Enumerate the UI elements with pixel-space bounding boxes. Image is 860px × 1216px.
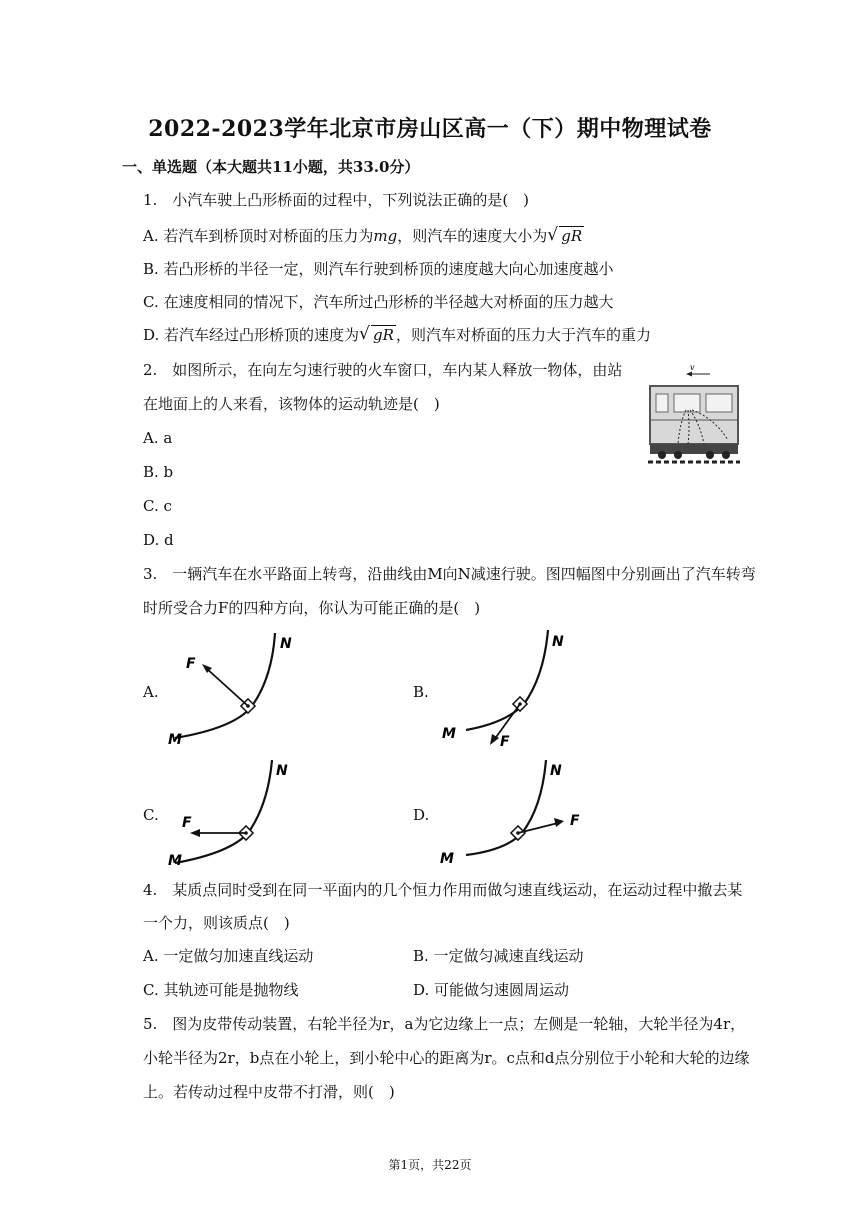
- svg-text:N: N: [552, 634, 564, 650]
- q1-option-a: [143, 226, 584, 246]
- q1-option-b: B. 若凸形桥的半径一定，则汽车行驶到桥顶的速度越大向心加速度越小: [143, 260, 614, 278]
- q3-stem-line1: 3. 一辆汽车在水平路面上转弯，沿曲线由M向N减速行驶。图四幅图中分别画出了汽车转弯: [143, 565, 756, 583]
- svg-text:M: M: [442, 726, 456, 742]
- q5-stem-line2: 小轮半径为2r，b点在小轮上，到小轮中心的距离为r。c点和d点分别位于小轮和大轮的边缘: [143, 1049, 750, 1067]
- q5-stem-line3: 上。若传动过程中皮带不打滑，则( ): [143, 1083, 395, 1101]
- q1-a-text2: ，则汽车的速度大小为: [397, 227, 548, 245]
- q2-option-a: A. a: [143, 429, 173, 447]
- svg-text:F: F: [570, 813, 580, 829]
- q2-option-d: D. d: [143, 531, 174, 549]
- svg-text:M: M: [168, 853, 182, 869]
- q1-d-text: D. 若汽车经过凸形桥顶的速度为: [143, 326, 360, 344]
- svg-text:F: F: [186, 656, 196, 672]
- q3-label-c: C.: [143, 806, 159, 824]
- q4-option-d: D. 可能做匀速圆周运动: [413, 981, 570, 999]
- q2-stem-line1: 2. 如图所示，在向左匀速行驶的火车窗口，车内某人释放一物体，由站: [143, 361, 623, 379]
- train-figure: [648, 360, 740, 470]
- q1-d-sqrt: √ gR: [359, 325, 396, 345]
- q4-option-b: B. 一定做匀减速直线运动: [413, 947, 584, 965]
- page-footer: 第1页，共22页: [388, 1158, 472, 1172]
- q3-stem-line2: 时所受合力F的四种方向，你认为可能正确的是( ): [143, 599, 481, 617]
- q2-option-c: C. c: [143, 497, 172, 515]
- q3-figure-a: [160, 628, 310, 748]
- q1-stem: 1. 小汽车驶上凸形桥面的过程中，下列说法正确的是( ): [143, 191, 530, 209]
- q3-label-a: A.: [143, 683, 159, 701]
- svg-text:F: F: [500, 734, 510, 748]
- svg-text:N: N: [550, 763, 562, 779]
- q2-option-b: B. b: [143, 463, 174, 481]
- svg-text:N: N: [280, 636, 292, 652]
- svg-text:F: F: [182, 815, 192, 831]
- q4-option-c: C. 其轨迹可能是抛物线: [143, 981, 299, 999]
- q5-stem-line1: 5. 图为皮带传动装置，右轮半径为r，a为它边缘上一点；左侧是一轮轴，大轮半径为4r，: [143, 1015, 746, 1033]
- svg-text:M: M: [168, 732, 182, 748]
- svg-text:M: M: [440, 851, 454, 867]
- q1-d-text2: ，则汽车对桥面的压力大于汽车的重力: [395, 326, 651, 344]
- train-velocity-label: v: [690, 363, 695, 372]
- q1-option-c: C. 在速度相同的情况下，汽车所过凸形桥的半径越大对桥面的压力越大: [143, 293, 614, 311]
- q3-figure-b: [436, 628, 586, 748]
- svg-text:N: N: [276, 763, 288, 779]
- q4-stem-line2: 一个力，则该质点( ): [143, 914, 290, 932]
- page-title: 2022-2023学年北京市房山区高一（下）期中物理试卷: [148, 116, 712, 142]
- q4-stem-line1: 4. 某质点同时受到在同一平面内的几个恒力作用而做匀速直线运动，在运动过程中撤去某: [143, 881, 743, 899]
- q3-label-b: B.: [413, 683, 429, 701]
- q1-a-mg: mg: [373, 227, 398, 245]
- q2-stem-line2: 在地面上的人来看，该物体的运动轨迹是( ): [143, 395, 440, 413]
- q3-figure-d: [436, 755, 596, 870]
- q1-a-sqrt: √ gR: [547, 226, 584, 246]
- q3-figure-c: [160, 755, 310, 870]
- q1-a-text: A. 若汽车到桥顶时对桥面的压力为: [143, 227, 374, 245]
- q3-label-d: D.: [413, 806, 430, 824]
- q1-option-d: [143, 325, 651, 345]
- section-heading: 一、单选题（本大题共11小题，共33.0分）: [122, 158, 420, 176]
- q4-option-a: A. 一定做匀加速直线运动: [143, 947, 314, 965]
